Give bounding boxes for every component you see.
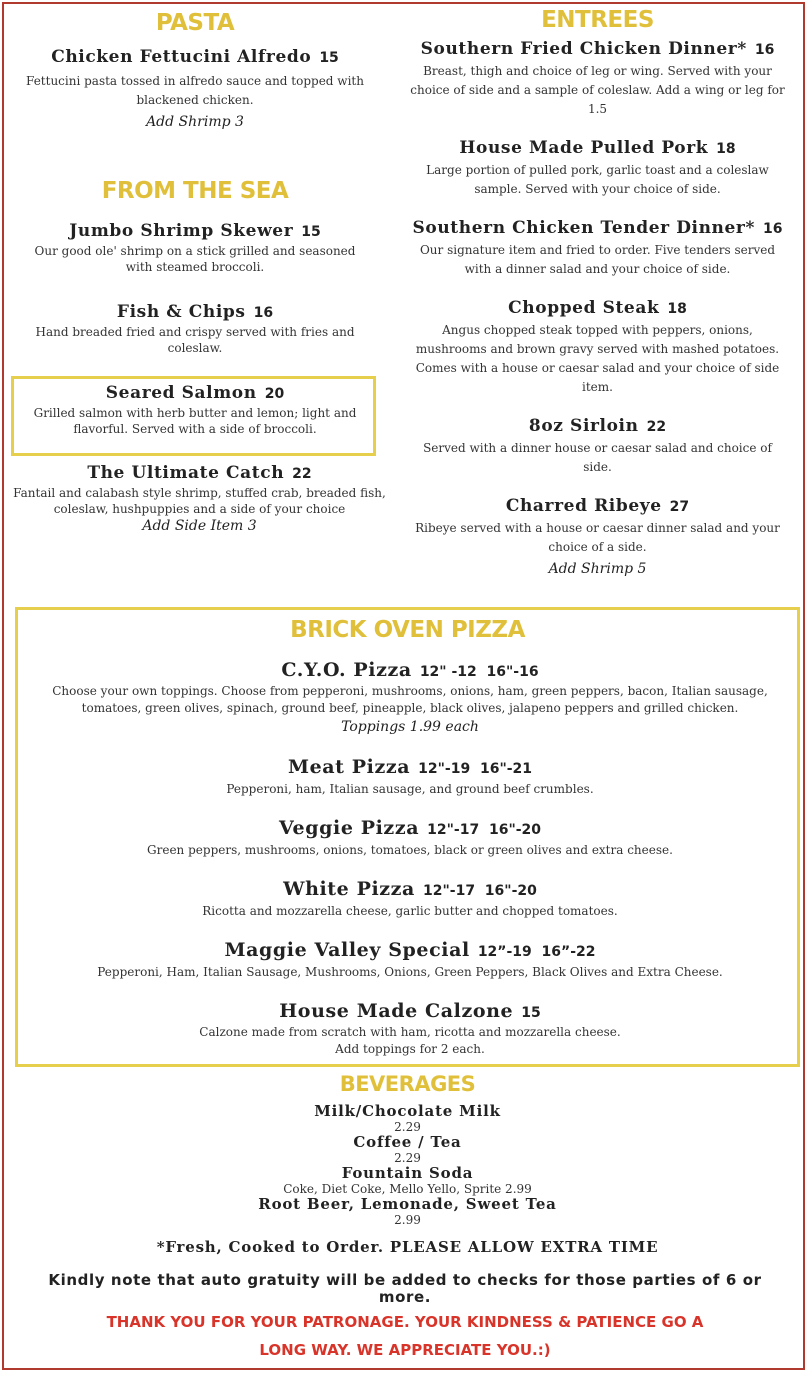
item-price: 12"-17 16"-20 (427, 822, 542, 838)
item-price: 12" -12 16"-16 (419, 664, 539, 680)
item-price: 16 (253, 305, 274, 321)
item-name: 8oz Sirloin (528, 416, 639, 436)
beverage-price: Coke, Diet Coke, Mello Yello, Sprite 2.99 (283, 1182, 532, 1196)
item-name: House Made Pulled Pork (459, 138, 709, 158)
item-price: 22 (292, 466, 312, 482)
item-name: Chicken Fettucini Alfredo (51, 47, 312, 67)
thank-you-message: THANK YOU FOR YOUR PATRONAGE. YOUR KINDNESS & PATIENCE GO A LONG WAY. WE APPRECIATE YOU.:) (106, 1313, 704, 1359)
item-description: Angus chopped steak topped with peppers, onions, mushrooms and brown gravy served with mashed potatoes. Comes with a house or caesar salad and your choice of side item. (415, 323, 780, 394)
item-name: Fish & Chips (116, 302, 246, 322)
item-description: Our good ole' shrimp on a stick grilled and seasoned with steamed broccoli. (34, 244, 356, 274)
beverage-name: Fountain Soda (341, 1164, 474, 1182)
fresh-note: *Fresh, Cooked to Order. PLEASE ALLOW EXTRA TIME (156, 1238, 659, 1256)
item-addon: Add Side Item 3 (142, 518, 257, 534)
item-description: Ribeye served with a house or caesar dinner salad and your choice of a side. (415, 521, 780, 554)
item-description: Ricotta and mozzarella cheese, garlic butter and chopped tomatoes. (202, 904, 618, 918)
menu-item-charred-ribeye (410, 495, 785, 579)
item-price: 15 (301, 224, 321, 240)
menu-item-calzone (25, 1000, 795, 1058)
item-price: 12"-17 16"-20 (422, 883, 537, 899)
beverages-title: BEVERAGES (339, 1072, 476, 1096)
item-description: Pepperoni, ham, Italian sausage, and ground beef crumbles. (226, 782, 594, 796)
item-name: Chopped Steak (508, 298, 660, 318)
item-name: Charred Ribeye (505, 496, 662, 516)
item-name: House Made Calzone (279, 1000, 514, 1022)
item-description: Grilled salmon with herb butter and lemon; light and flavorful. Served with a side of broccoli. (33, 406, 357, 436)
menu-item-jumbo-shrimp (20, 220, 370, 275)
item-description: Hand breaded fried and crispy served with fries and coleslaw. (35, 325, 355, 355)
menu-item-pulled-pork (415, 137, 780, 199)
menu-item-fish-chips (20, 301, 370, 356)
item-price: 15 (521, 1005, 541, 1021)
item-price: 16 (754, 42, 775, 58)
item-name: Seared Salmon (105, 383, 257, 403)
beverage-name: Coffee / Tea (353, 1133, 462, 1151)
item-description: Choose your own toppings. Choose from pepperoni, mushrooms, onions, ham, green peppers, bacon, Italian sausage, tomatoes, green olives, spinach, ground beef, pineapple, black olives, jalapeno peppers and grilled chicken. (52, 684, 768, 715)
menu-item-seared-salmon (25, 382, 365, 437)
item-addon: Add Shrimp 3 (146, 114, 244, 130)
menu-item-cyo-pizza (25, 659, 795, 737)
beverage-list (20, 1103, 795, 1227)
item-description: Served with a dinner house or caesar salad and choice of side. (423, 441, 772, 474)
item-description: Green peppers, mushrooms, onions, tomatoes, black or green olives and extra cheese. (147, 843, 673, 857)
item-description: Fettucini pasta tossed in alfredo sauce and topped with blackened chicken. (26, 74, 364, 107)
sea-title: FROM THE SEA (101, 178, 289, 204)
menu-item-chopped-steak (410, 297, 785, 397)
item-name: Jumbo Shrimp Skewer (69, 221, 294, 241)
item-description: Calzone made from scratch with ham, ricotta and mozzarella cheese. (199, 1025, 621, 1039)
item-name: White Pizza (283, 878, 415, 900)
pasta-title: PASTA (155, 10, 235, 36)
item-price: 22 (646, 419, 667, 435)
item-description: Our signature item and fried to order. Five tenders served with a dinner salad and your choice of side. (419, 243, 776, 276)
item-price: 12”-19 16”-22 (477, 944, 596, 960)
item-addon: Add Shrimp 5 (548, 561, 647, 577)
beverage-price: 2.99 (394, 1213, 421, 1227)
entrees-title: ENTREES (541, 7, 654, 33)
beverage-price: 2.29 (394, 1120, 421, 1134)
item-description: Large portion of pulled pork, garlic toast and a coleslaw sample. Served with your choice of side. (426, 163, 769, 196)
item-name: Meat Pizza (287, 756, 411, 778)
menu-item-ultimate-catch (12, 462, 387, 535)
menu-item-white-pizza (25, 878, 795, 921)
item-addon: Toppings 1.99 each (341, 719, 479, 735)
menu-item-veggie-pizza (25, 817, 795, 860)
gratuity-note: Kindly note that auto gratuity will be added to checks for those parties of 6 or more. (48, 1271, 762, 1306)
beverage-name: Root Beer, Lemonade, Sweet Tea (258, 1195, 557, 1213)
menu-item-sirloin (415, 415, 780, 477)
item-description: Fantail and calabash style shrimp, stuffed crab, breaded fish, coleslaw, hushpuppies and a side of your choice (13, 486, 386, 516)
item-price: 12"-19 16"-21 (418, 761, 533, 777)
item-price: 20 (264, 386, 285, 402)
menu-item-chicken-tender (405, 217, 790, 279)
item-name: Veggie Pizza (278, 817, 420, 839)
item-price: 27 (669, 499, 690, 515)
menu-item-southern-fried-chicken (405, 38, 790, 119)
menu-item-maggie-valley-special (25, 939, 795, 982)
item-price: 18 (716, 141, 736, 157)
item-description: Pepperoni, Ham, Italian Sausage, Mushrooms, Onions, Green Peppers, Black Olives and Extra Cheese. (97, 965, 723, 979)
beverage-price: 2.29 (394, 1151, 421, 1165)
beverage-name: Milk/Chocolate Milk (314, 1102, 501, 1120)
item-name: Maggie Valley Special (224, 939, 470, 961)
item-price: 18 (667, 301, 687, 317)
item-price: 15 (319, 50, 339, 66)
item-name: Southern Chicken Tender Dinner* (412, 218, 755, 238)
item-name: Southern Fried Chicken Dinner* (420, 39, 747, 59)
item-name: The Ultimate Catch (87, 463, 285, 483)
menu-item-meat-pizza (25, 756, 795, 799)
item-price: 16 (762, 221, 783, 237)
item-name: C.Y.O. Pizza (281, 659, 412, 681)
menu-item-chicken-fettucini (20, 46, 370, 132)
pizza-title: BRICK OVEN PIZZA (290, 617, 525, 643)
item-addon: Add toppings for 2 each. (335, 1042, 485, 1056)
item-description: Breast, thigh and choice of leg or wing. Served with your choice of side and a sample of coleslaw. Add a wing or leg for 1.5 (410, 64, 785, 116)
